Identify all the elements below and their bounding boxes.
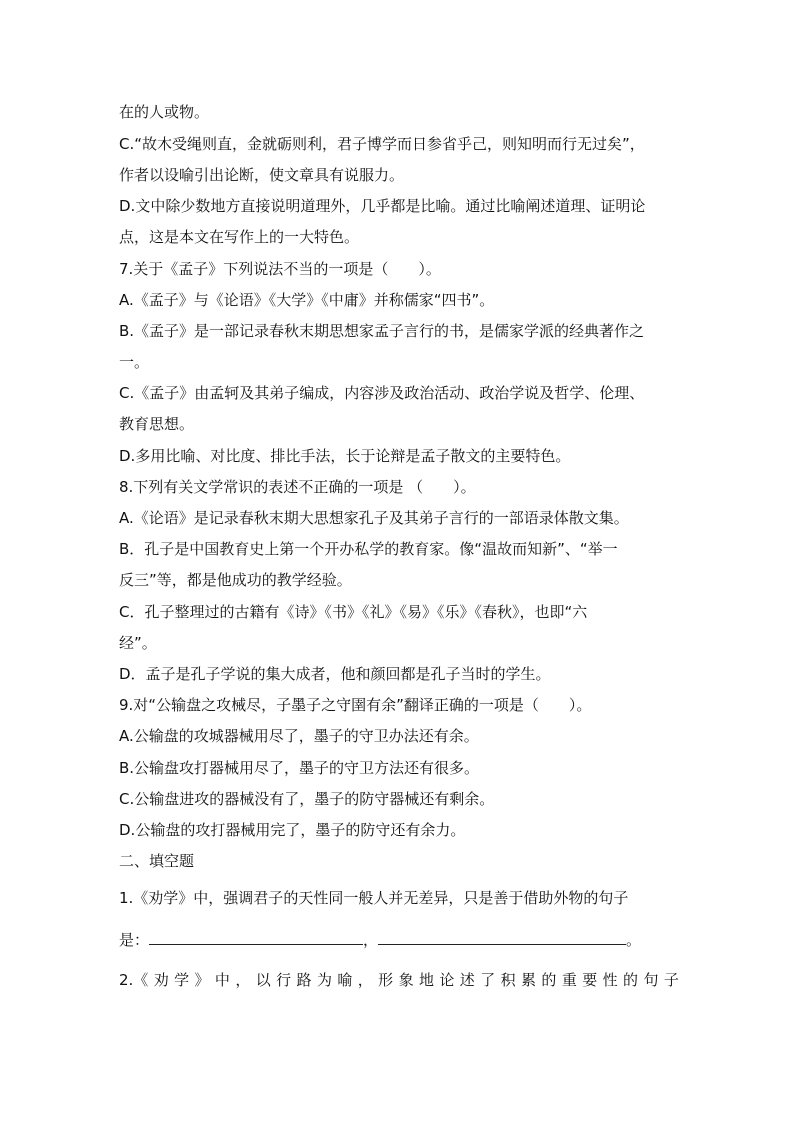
question-2-char: ， <box>357 971 373 989</box>
option-b: B.《孟子》是一部记录春秋末期思想家孟子言行的书，是儒家学派的经典著作之 <box>119 322 645 340</box>
text-line: 作者以设喻引出论断，使文章具有说服力。 <box>119 166 405 184</box>
option-d: D.公输盘的攻打器械用完了，墨子的防守还有余力。 <box>119 821 466 839</box>
section-heading: 二、填空题 <box>119 852 195 870</box>
question-2-char: ， <box>235 971 251 989</box>
answer-blank-1[interactable] <box>149 929 363 945</box>
question-2-char: 地 <box>418 971 434 989</box>
question-2-char: 述 <box>459 971 475 989</box>
option-b: B.公输盘攻打器械用尽了，墨子的守卫方法还有很多。 <box>119 759 480 777</box>
question-8: 8.下列有关文学常识的表述不正确的一项是 （ ）。 <box>119 478 476 496</box>
text-line: 点，这是本文在写作上的一大特色。 <box>119 228 360 246</box>
question-2-char: 累 <box>521 971 537 989</box>
question-2-char: 句 <box>643 971 659 989</box>
question-2-char: 的 <box>623 971 639 989</box>
question-2-char: 积 <box>500 971 516 989</box>
text-line: D.文中除少数地方直接说明道理外，几乎都是比喻。通过比喻阐述道理、证明论 <box>119 197 646 215</box>
fill-question-2 <box>119 969 679 991</box>
answer-line <box>119 929 641 951</box>
question-2-char: 喻 <box>337 971 353 989</box>
option-b: B．孔子是中国教育史上第一个开办私学的教育家。像“温故而知新”、“举一 <box>119 540 618 558</box>
option-c: C.公输盘进攻的器械没有了，墨子的防守器械还有剩余。 <box>119 790 495 808</box>
option-a: A.公输盘的攻城器械用尽了，墨子的守卫办法还有余。 <box>119 727 479 745</box>
fill-question-1: 1.《劝学》中，强调君子的天性同一般人并无差异，只是善于借助外物的句子 <box>119 889 629 907</box>
question-2-char: 行 <box>276 971 292 989</box>
question-2-char: 2.《 <box>119 971 149 989</box>
answer-prefix: 是： <box>119 931 150 949</box>
text-line: 教育思想。 <box>119 415 195 433</box>
question-2-char: 为 <box>316 971 332 989</box>
question-2-char: 了 <box>480 971 496 989</box>
question-2-char: 劝 <box>153 971 169 989</box>
question-2-char: 象 <box>398 971 414 989</box>
text-line: 在的人或物。 <box>119 103 210 121</box>
question-2-char: 中 <box>214 971 230 989</box>
text-line: 一。 <box>119 353 150 371</box>
question-7: 7.关于《孟子》下列说法不当的一项是（ ）。 <box>119 260 441 278</box>
answer-blank-2[interactable] <box>378 929 626 945</box>
option-a: A.《论语》是记录春秋末期大思想家孔子及其弟子言行的一部语录体散文集。 <box>119 509 629 527</box>
question-2-char: 子 <box>663 971 679 989</box>
text-line: 经”。 <box>119 634 157 652</box>
question-2-char: 要 <box>582 971 598 989</box>
text-line: 反三”等，都是他成功的教学经验。 <box>119 571 352 589</box>
question-2-char: 形 <box>378 971 394 989</box>
question-2-char: 以 <box>255 971 271 989</box>
option-c: C.《孟子》由孟轲及其弟子编成，内容涉及政治活动、政治学说及哲学、伦理、 <box>119 384 645 402</box>
answer-separator: ， <box>363 931 379 949</box>
option-a: A.《孟子》与《论语》《大学》《中庸》并称儒家“四书”。 <box>119 291 495 309</box>
text-line: C.“故木受绳则直，金就砺则利，君子博学而日参省乎己，则知明而行无过矣”， <box>119 135 645 153</box>
question-2-char: 重 <box>561 971 577 989</box>
option-c: C．孔子整理过的古籍有《诗》《书》《礼》《易》《乐》《春秋》，也即“六 <box>119 603 588 621</box>
question-2-char: 性 <box>602 971 618 989</box>
question-2-char: 》 <box>194 971 210 989</box>
question-2-char: 路 <box>296 971 312 989</box>
option-d: D.多用比喻、对比度、排比手法，长于论辩是孟子散文的主要特色。 <box>119 447 571 465</box>
question-9: 9.对“公输盘之攻械尽，子墨子之守圉有余”翻译正确的一项是（ ）。 <box>119 696 592 714</box>
question-2-char: 的 <box>541 971 557 989</box>
option-d: D．孟子是孔子学说的集大成者，他和颜回都是孔子当时的学生。 <box>119 665 551 683</box>
question-2-char: 学 <box>174 971 190 989</box>
answer-end: 。 <box>626 931 642 949</box>
question-2-char: 论 <box>439 971 455 989</box>
